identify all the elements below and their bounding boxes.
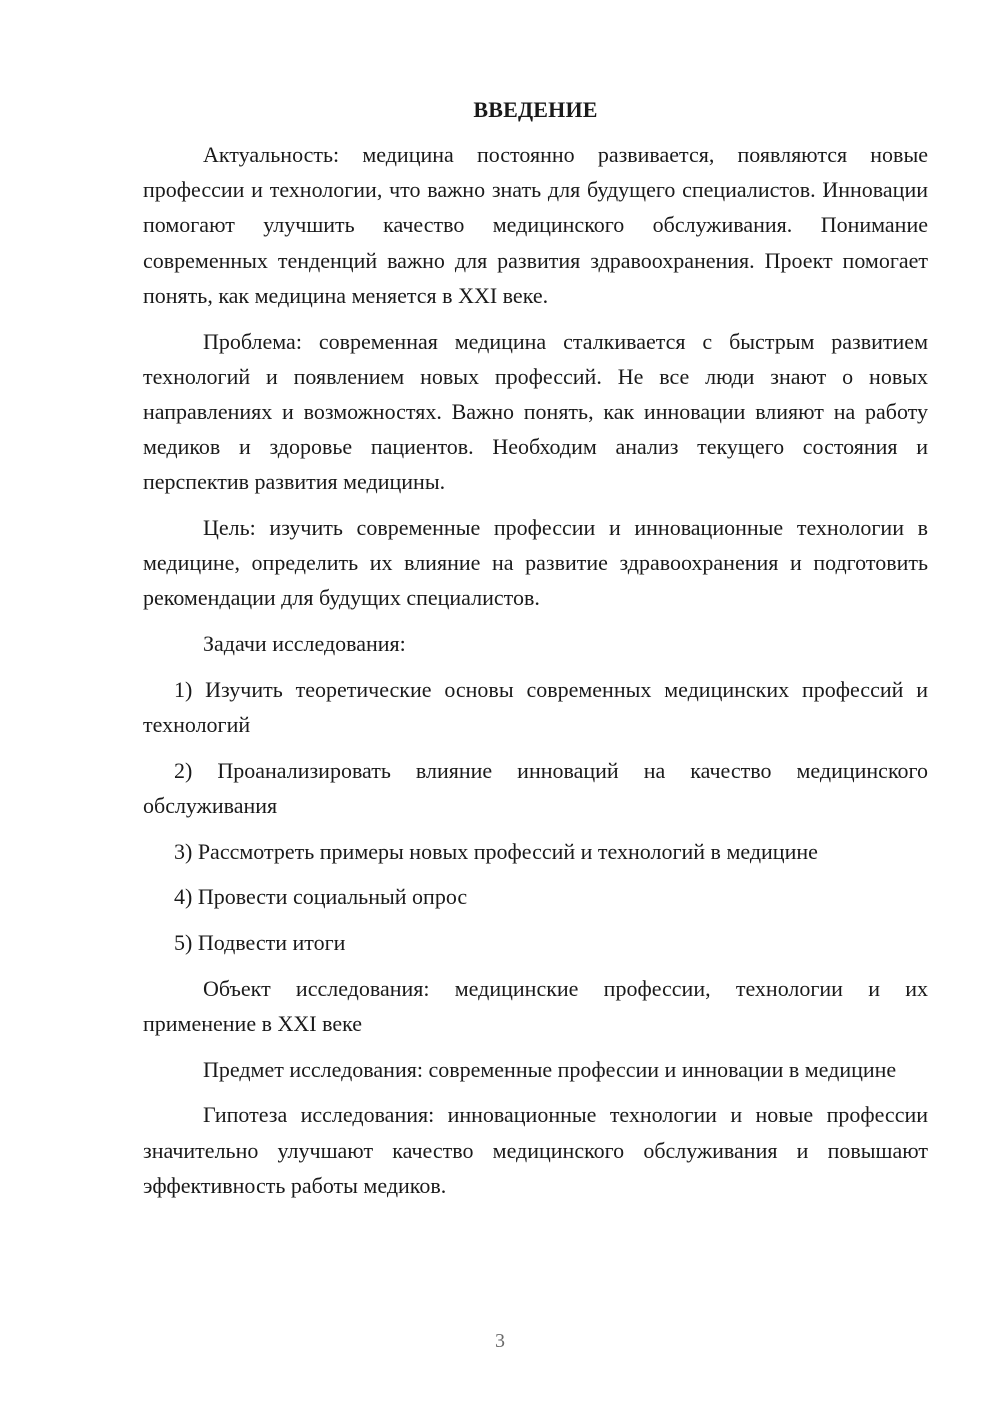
paragraph-object: Объект исследования: медицинские профессии, технологии и их применение в XXI веке — [143, 975, 928, 1036]
task-item-3: 3) Рассмотреть примеры новых профессий и технологий в медицине — [174, 838, 818, 864]
page-number: 3 — [495, 1330, 505, 1352]
document-page — [143, 92, 928, 1213]
paragraph-subject: Предмет исследования: современные профессии и инновации в медицине — [203, 1056, 897, 1082]
paragraph-goal: Цель: изучить современные профессии и инновационные технологии в медицине, определить их влияние на развитие здравоохранения и подготовить рекомендации для будущих специалистов. — [143, 515, 928, 611]
section-title: ВВЕДЕНИЕ — [473, 97, 598, 122]
paragraph-hypothesis: Гипотеза исследования: инновационные технологии и новые профессии значительно улучшают качество медицинского обслуживания и повышают эффективность работы медиков. — [143, 1102, 928, 1198]
paragraph-problem: Проблема: современная медицина сталкивается с быстрым развитием технологий и появлением новых профессий. Не все люди знают о новых направлениях и возможностях. Важно понять, как инновации влияют на работу медиков и здоровье пациентов. Необходим анализ текущего состояния и перспектив развития медицины. — [143, 328, 928, 495]
task-item-2: 2) Проанализировать влияние инноваций на качество медицинского обслуживания — [143, 757, 928, 818]
task-item-1: 1) Изучить теоретические основы современных медицинских профессий и технологий — [143, 676, 928, 738]
task-item-4: 4) Провести социальный опрос — [174, 884, 468, 910]
paragraph-relevance: Актуальность: медицина постоянно развивается, появляются новые профессии и технологии, что важно знать для будущего специалистов. Инновации помогают улучшить качество медицинского обслуживания. Понимание современных тенденций важно для развития здравоохранения. Проект помогает понять, как медицина меняется в XXI веке. — [143, 142, 928, 308]
task-item-5: 5) Подвести итоги — [174, 930, 346, 956]
tasks-heading: Задачи исследования: — [203, 631, 406, 657]
